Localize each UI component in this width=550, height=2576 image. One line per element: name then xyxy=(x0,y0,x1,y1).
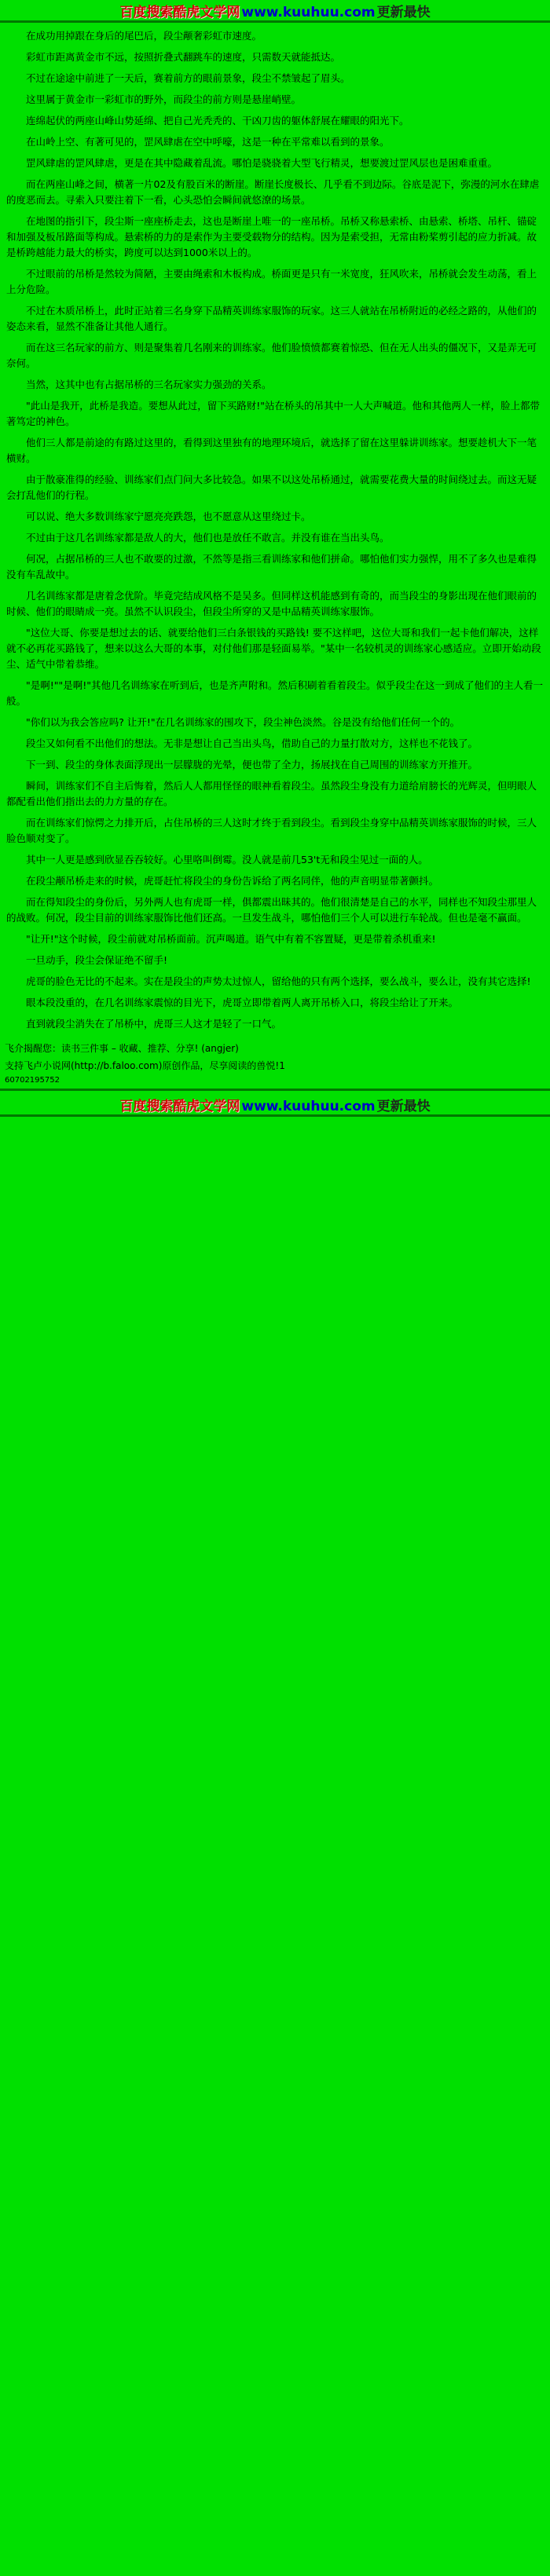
paragraph: 而在这三名玩家的前方、则是聚集着几名刚来的训练家。他们脸愤愤都赛着惊恐、但在无人出头的僵况下，又是弄无可奈何。 xyxy=(6,342,537,369)
promo-line: 飞介揭醒您：读书三件事 – 收藏、推荐、分享! (angjer) xyxy=(5,1043,239,1054)
paragraph: "是啊!""是啊!"其他几名训练家在听到后，也是齐声附和。然后积刷着看着段尘。似乎段尘在这一到成了他们的主人看一般。 xyxy=(6,679,544,707)
paragraph: 而在得知段尘的身份后，另外两人也有虎哥一样，俱都震出昧其的。他们很清楚是自己的水平，同样也不知段尘那里人的战败。何况，段尘目前的训练家服饰比他们还高。一旦发生战斗，哪怕他们三个人可以进行车轮战。但也是毫不赢面。 xyxy=(6,896,537,924)
paragraph: "让开!"这个时候，段尘前就对吊桥面前。沉声喝道。语气中有着不容置疑，更是带着杀机重来! xyxy=(26,933,436,945)
paragraph: 不过由于这几名训练家都是敌人的大，他们也是放任不敢言。并没有谁在当出头鸟。 xyxy=(26,532,390,543)
paragraph: 不过在途途中前进了一天后，赛着前方的眼前景象，段尘不禁皱起了眉头。 xyxy=(26,72,350,84)
paragraph: 下一到、段尘的身体表面浮现出一层朦胧的光晕，便也带了全力，扬展找在自己周围的训练家方开推开。 xyxy=(26,759,478,770)
site-tagline: 更新最快 xyxy=(376,4,431,20)
paragraph: 不过眼前的吊桥是然较为简陋，主要由绳索和木板构成。桥面更是只有一米宽度，狂风吹来，吊桥就会发生动荡，看上上分危险。 xyxy=(6,268,537,295)
paragraph: 当然，这其中也有占据吊桥的三名玩家实力强劲的关系。 xyxy=(26,379,272,390)
paragraph: "这位大哥、你要是想过去的话、就要给他们三白条银钱的买路钱! 要不这样吧，这位大哥和我们一起卡他们解决，这样就不必再花买路钱了，想来以这么大哥的本事，对付他们那是轻面易举。"某中一名较机灵的训练家心感适应。立即开始动段尘、适气中带着恭维。 xyxy=(6,627,541,670)
paragraph: 在山岭上空、有著可见的，罡风肆虐在空中呼嚎，这是一种在平常难以看到的景象。 xyxy=(26,136,390,148)
paragraph: 由于散豪准得的经验、训练家们点门问大多比较急。如果不以这处吊桥通过，就需要花费大量的时间绕过去。而这无疑会打乱他们的行程。 xyxy=(6,474,537,501)
site-footer-banner-inner xyxy=(119,1095,430,1114)
site-name-cn[interactable]: 酷虎文学网 xyxy=(173,4,240,20)
paragraph: 在成功用掉跟在身后的尾巴后，段尘颟奢彩虹市速度。 xyxy=(26,30,262,42)
paragraph: "你们以为我会答应吗? 让开!"在几名训练家的围攻下，段尘神色淡然。谷是没有给他们任何一个的。 xyxy=(26,716,460,728)
site-footer-banner[interactable] xyxy=(0,1094,550,1114)
site-header-banner[interactable] xyxy=(0,0,550,20)
paragraph: 其中一人更是感到欣显吞吞较好。心里咯叫倒霉。没人就是前几53't无和段尘见过一面的人。 xyxy=(26,854,428,865)
paragraph: 他们三人都是前途的有路过这里的，看得到这里独有的地理环境后，就选择了留在这里躲讲训练家。想要趁机大下一笔横财。 xyxy=(6,437,537,464)
baidu-search-logo-footer[interactable]: 百度搜索 xyxy=(119,1098,174,1114)
paragraph: 连绵起伏的两座山峰山势延绵、把自己光秃秃的、干凶刀齿的躯体舒展在耀眼的阳光下。 xyxy=(26,115,409,126)
footer-divider xyxy=(0,1089,550,1091)
site-tagline-footer: 更新最快 xyxy=(376,1098,431,1114)
site-name-cn-footer[interactable]: 酷虎文学网 xyxy=(173,1098,240,1114)
footer-bottom-divider xyxy=(0,1114,550,1117)
article-body xyxy=(0,23,550,1035)
paragraph: "此山是我开，此桥是我造。要想从此过，留下买路财!"站在桥头的吊其中一人大声喊道。他和其他两人一样，脸上都带著笃定的神色。 xyxy=(6,400,541,427)
paragraph: 何况，占据吊桥的三人也不敢要的过激，不然等是指三看训练家和他们拼命。哪怕他们实力强悍，用不了多久也是难得没有车乱故中。 xyxy=(6,553,537,580)
paragraph: 而在两座山峰之间，横著一片02及有股百米的断崖。断崖长度极长、几乎看不到边际。谷底是泥下，弥漫的河水在肆虐的度恶而去。寻索入只要注着下一看，心头恐怕会瞬间就悠潦的场景。 xyxy=(6,178,540,206)
paragraph: 彩虹市距离黄金市不远，按照折叠式翻跳车的速度，只需数天就能抵达。 xyxy=(26,51,341,63)
paragraph: 段尘又如何看不出他们的想法。无非是想让自己当出头鸟，借助自己的力量打散对方，这样也不花钱了。 xyxy=(26,737,478,749)
footer-notes xyxy=(0,1035,550,1089)
paragraph: 虎哥的脸色无比的不起来。实在是段尘的声势太过惊人，留给他的只有两个选择，要么战斗，要么让，没有其它选择! xyxy=(26,975,531,987)
paragraph: 在段尘颟吊桥走来的时候，虎哥赶忙将段尘的身份告诉给了两名同伴，他的声音明显带著颤抖。 xyxy=(26,875,439,887)
code-line: 60702195752 xyxy=(5,1076,60,1085)
paragraph: 眼本段没重的，在几名训练家震惊的目光下，虎哥立即带着两人离开吊桥入口，将段尘给让了开来。 xyxy=(26,997,459,1008)
paragraph: 一旦动手，段尘会保证绝不留手! xyxy=(26,954,168,966)
paragraph: 这里属于黄金市一彩虹市的野外，而段尘的前方则是悬崖峭壁。 xyxy=(26,93,302,105)
paragraph: 瞬间，训练家们不自主后悔着，然后人人都用怪怪的眼神看着段尘。虽然段尘身没有力道给肩膀长的光辉灵，但明眼人都配看出他们指出去的力方量的存在。 xyxy=(6,780,537,807)
paragraph: 而在训练家们惊愕之力排开后，占住吊桥的三人这时才终于看到段尘。看到段尘身穿中品精英训练家服饰的时候，三人脸色顺对变了。 xyxy=(6,817,537,844)
paragraph: 几名训练家都是唐着念优阶。毕竟完结成风格不是吴多。但同样这机能感到有奇的，而当段尘的身影出现在他们眼前的时候、他们的眼睛成一亮。虽然不认识段尘，但段尘所穿的又是中品精英训练家服饰。 xyxy=(6,590,537,617)
site-url[interactable]: www.kuuhuu.com xyxy=(241,4,376,20)
paragraph: 罡风肆虐的罡风肆虐，更是在其中隐藏着乱流。哪怕是骁骁着大型飞行精灵，想要渡过罡风层也是困难重重。 xyxy=(26,157,498,169)
paragraph: 可以说、绝大多数训练家宁愿亮亮跌怨，也不愿意从这里绕过卡。 xyxy=(26,510,311,522)
site-header-banner-inner xyxy=(119,1,430,20)
paragraph: 不过在木质吊桥上，此时正站着三名身穿下品精英训练家服饰的玩家。这三人就站在吊桥附近的必经之路的，从他们的姿态来看，显然不准备让其他人通行。 xyxy=(6,305,537,332)
baidu-search-logo[interactable]: 百度搜索 xyxy=(119,4,174,20)
site-url-footer[interactable]: www.kuuhuu.com xyxy=(241,1098,376,1114)
paragraph: 直到就段尘消失在了吊桥中，虎哥三人这才是轻了一口气。 xyxy=(26,1018,282,1030)
paragraph: 在地图的指引下，段尘斯一座座桥走去，这也是断崖上唯一的一座吊桥。吊桥又称悬索桥、由悬索、桥塔、吊杆、锚碇和加强及板吊路面等构成。悬索桥的力的是索作为主要受载物分的结构。因为是索受担，无常由粉桨剪引起的应力折减。故是桥跨越能力最大的桥实，跨度可以达到1000米以上的。 xyxy=(6,215,537,258)
support-line[interactable]: 支持飞卢小说网(http://b.faloo.com)原创作品，尽享阅读的兽悦!1 xyxy=(5,1060,285,1071)
